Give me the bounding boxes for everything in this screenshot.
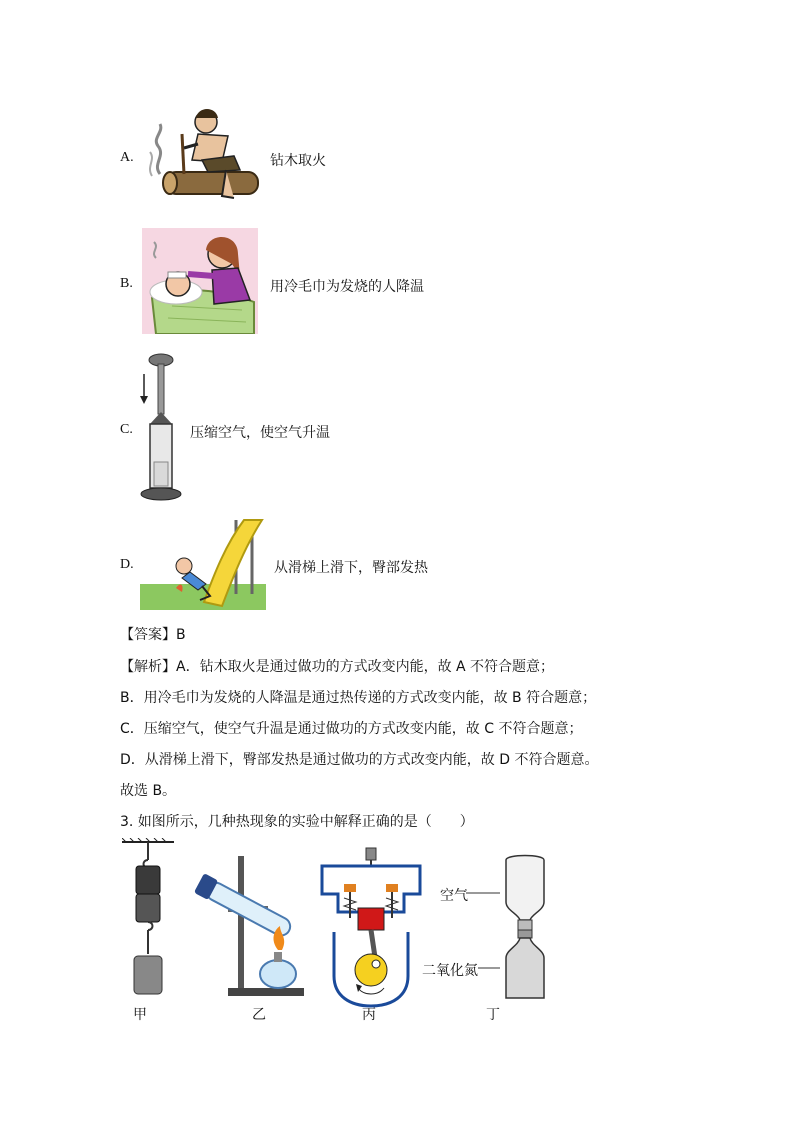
option-c-text: 压缩空气，使空气升温 [190,425,330,441]
figure-bing-caption: 丙 [362,1007,376,1023]
analysis-line-4: D．从滑梯上滑下，臀部发热是通过做功的方式改变内能，故 D 不符合题意。 [120,752,599,768]
option-b-letter: B. [120,276,133,291]
figure-yi-image [188,854,308,1000]
option-a-image [142,104,260,208]
analysis-line-1 [120,656,554,676]
air-leader-line [466,890,500,896]
option-a-text: 钻木取火 [270,153,326,169]
option-b-image [142,228,258,334]
option-d-letter: D. [120,557,134,572]
figure-ding-image [496,854,554,1004]
option-a-letter: A. [120,150,134,165]
option-c-image [136,352,186,504]
figure-bing-image [320,846,422,1008]
answer-value: B [176,627,186,643]
analysis-conclusion: 故选 B。 [120,783,177,799]
no2-leader-line [478,965,500,971]
analysis-label: 【解析】 [120,659,176,675]
option-d-text: 从滑梯上滑下，臀部发热 [274,560,428,576]
figure-yi-caption: 乙 [252,1007,266,1023]
answer-label: 【答案】 [120,627,176,643]
answer-line [120,624,186,644]
air-label: 空气 [440,888,468,904]
option-d-image [140,514,266,610]
option-b-text: 用冷毛巾为发烧的人降温 [270,279,424,295]
no2-label: 二氧化氮 [422,963,478,979]
analysis-line-3: C．压缩空气，使空气升温是通过做功的方式改变内能，故 C 不符合题意； [120,721,583,737]
analysis-text-a: A．钻木取火是通过做功的方式改变内能，故 A 不符合题意； [176,659,555,675]
figure-jia-caption: 甲 [133,1007,147,1023]
figure-ding-caption: 丁 [486,1007,500,1023]
analysis-line-2: B．用冷毛巾为发烧的人降温是通过热传递的方式改变内能，故 B 符合题意； [120,690,597,706]
figure-jia-image [122,838,174,1000]
option-c-letter: C. [120,422,133,437]
question-3-stem: 3. 如图所示，几种热现象的实验中解释正确的是（ ） [120,814,474,830]
